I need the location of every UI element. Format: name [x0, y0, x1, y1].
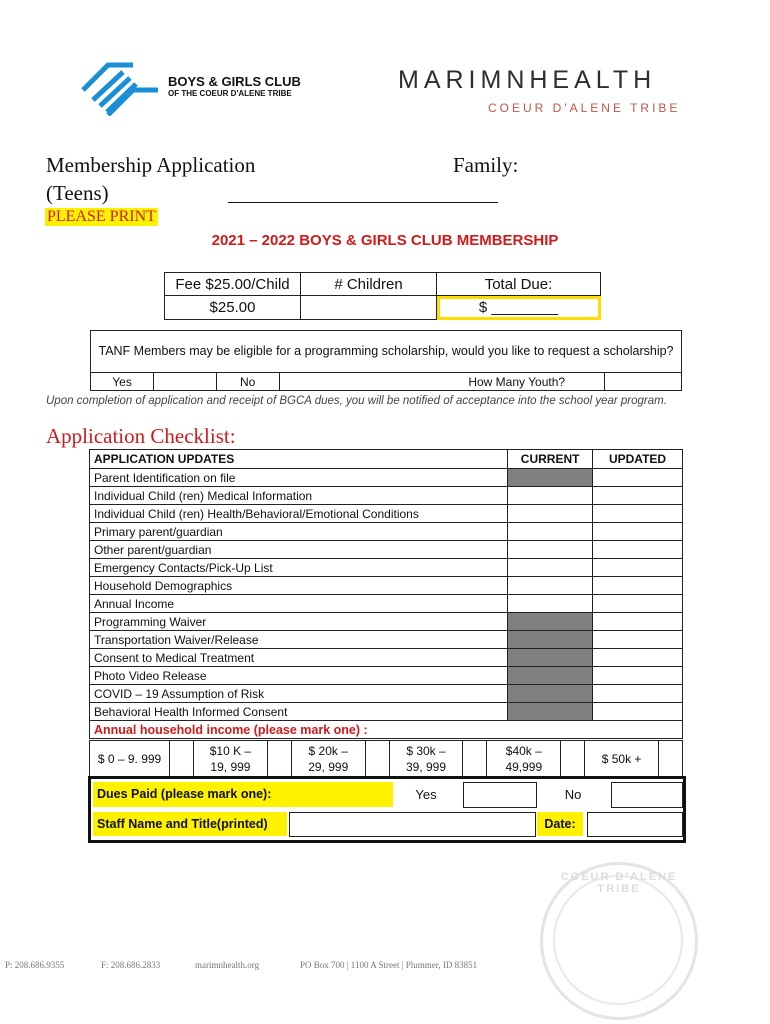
bgc-subname: OF THE COEUR D'ALENE TRIBE	[168, 89, 292, 98]
updated-box[interactable]	[593, 703, 683, 721]
tanf-yes-box[interactable]	[154, 373, 217, 391]
bgc-logo	[78, 60, 318, 116]
updated-box[interactable]	[593, 523, 683, 541]
income-box[interactable]	[659, 741, 683, 777]
handshake-logo-icon	[78, 60, 163, 116]
date-field[interactable]	[587, 812, 683, 837]
current-box[interactable]	[508, 577, 593, 595]
page-title: Membership Application	[46, 153, 256, 177]
footer-phone: P: 208.686.9355	[5, 960, 65, 970]
seal-text: COEUR D'ALENE TRIBE	[560, 871, 678, 895]
staff-name-field[interactable]	[289, 812, 536, 837]
dues-paid-label: Dues Paid (please mark one):	[93, 782, 393, 807]
checklist-table	[89, 449, 683, 739]
income-table	[89, 740, 683, 777]
dues-no-box[interactable]	[611, 782, 683, 808]
checklist-item: Transportation Waiver/Release	[90, 631, 508, 649]
income-10k-line1: $10 K –	[209, 743, 252, 758]
current-box[interactable]	[508, 595, 593, 613]
current-box	[508, 667, 593, 685]
updated-box[interactable]	[593, 487, 683, 505]
checklist-heading: Application Checklist:	[46, 424, 236, 448]
marimn-subname: COEUR D'ALENE TRIBE	[488, 101, 681, 115]
checklist-item: Consent to Medical Treatment	[90, 649, 508, 667]
updated-box[interactable]	[593, 631, 683, 649]
marimn-name: MARIMNHEALTH	[398, 66, 657, 94]
income-box[interactable]	[561, 741, 585, 777]
checklist-item: Annual Income	[90, 595, 508, 613]
tanf-how-many-label	[279, 373, 604, 391]
children-count-field[interactable]	[301, 296, 437, 320]
updated-box[interactable]	[593, 559, 683, 577]
updated-box[interactable]	[593, 541, 683, 559]
footer-fax: F: 208.686.2833	[101, 960, 161, 970]
updated-box[interactable]	[593, 649, 683, 667]
staff-name-label: Staff Name and Title(printed)	[93, 812, 287, 836]
tanf-question: TANF Members may be eligible for a programming scholarship, would you like to request a scholarship?	[91, 331, 682, 373]
checklist-item: Behavioral Health Informed Consent	[90, 703, 508, 721]
family-input-line[interactable]	[228, 202, 498, 203]
income-10k-line2: 19, 999	[210, 759, 251, 774]
income-heading: Annual household income (please mark one) :	[90, 721, 683, 739]
checklist-item: Programming Waiver	[90, 613, 508, 631]
current-box	[508, 703, 593, 721]
income-box[interactable]	[463, 741, 487, 777]
income-box[interactable]	[170, 741, 194, 777]
marimn-logo	[398, 66, 688, 122]
updated-box[interactable]	[593, 469, 683, 487]
tribe-seal	[540, 862, 698, 1020]
income-box[interactable]	[365, 741, 389, 777]
dues-no-label: No	[564, 787, 582, 802]
current-box[interactable]	[508, 541, 593, 559]
updated-box[interactable]	[593, 685, 683, 703]
updated-box[interactable]	[593, 505, 683, 523]
fee-table	[164, 272, 601, 320]
footer-website: marimnhealth.org	[195, 960, 260, 970]
col-current: CURRENT	[508, 450, 593, 469]
dues-yes-box[interactable]	[463, 782, 537, 808]
dues-yes-label: Yes	[415, 787, 437, 802]
updated-box[interactable]	[593, 667, 683, 685]
total-due-field[interactable]: $ ________	[437, 296, 601, 320]
col-application-updates: APPLICATION UPDATES	[90, 450, 508, 469]
checklist-item: Photo Video Release	[90, 667, 508, 685]
tanf-how-many-field[interactable]	[604, 373, 681, 391]
income-box[interactable]	[267, 741, 291, 777]
updated-box[interactable]	[593, 577, 683, 595]
col-updated: UPDATED	[593, 450, 683, 469]
income-40k-line1: $40k –	[505, 743, 542, 758]
membership-title: 2021 – 2022 BOYS & GIRLS CLUB MEMBERSHIP	[211, 232, 559, 249]
current-box[interactable]	[508, 559, 593, 577]
checklist-item: Emergency Contacts/Pick-Up List	[90, 559, 508, 577]
family-label: Family:	[453, 153, 519, 177]
current-box[interactable]	[508, 523, 593, 541]
fee-label: Fee $25.00/Child	[165, 273, 301, 296]
income-30k-line2: 39, 999	[405, 759, 447, 774]
tanf-yes-label: Yes	[91, 373, 154, 391]
checklist-item: COVID – 19 Assumption of Risk	[90, 685, 508, 703]
income-30k-line1: $ 30k –	[406, 743, 446, 758]
total-due-label: Total Due:	[437, 273, 601, 296]
income-option-50k: $ 50k +	[585, 741, 659, 777]
tanf-no-label: No	[216, 373, 279, 391]
fee-value: $25.00	[165, 296, 301, 320]
income-option-40k	[487, 741, 561, 777]
dues-box	[88, 776, 686, 843]
checklist-item: Primary parent/guardian	[90, 523, 508, 541]
date-label: Date:	[537, 812, 583, 836]
bgc-name: BOYS & GIRLS CLUB	[168, 74, 301, 89]
current-box	[508, 613, 593, 631]
checklist-item: Parent Identification on file	[90, 469, 508, 487]
current-box	[508, 685, 593, 703]
current-box[interactable]	[508, 487, 593, 505]
checklist-item: Individual Child (ren) Medical Information	[90, 487, 508, 505]
current-box	[508, 649, 593, 667]
checklist-item: Other parent/guardian	[90, 541, 508, 559]
income-option-30k	[389, 741, 463, 777]
children-label: # Children	[301, 273, 437, 296]
income-20k-line2: 29, 999	[308, 759, 349, 774]
income-20k-line1: $ 20k –	[308, 743, 348, 758]
income-option-0-9999: $ 0 – 9. 999	[90, 741, 170, 777]
footer-address: PO Box 700 | 1100 A Street | Plummer, ID 83851	[300, 960, 478, 970]
page-subtitle: (Teens)	[46, 181, 109, 205]
checklist-item: Individual Child (ren) Health/Behavioral/Emotional Conditions	[90, 505, 508, 523]
current-box	[508, 469, 593, 487]
checklist-item: Household Demographics	[90, 577, 508, 595]
income-40k-line2: 49,999	[505, 759, 543, 774]
income-option-10k	[194, 741, 268, 777]
updated-box[interactable]	[593, 613, 683, 631]
tanf-table	[90, 330, 682, 391]
current-box	[508, 631, 593, 649]
please-print-note: PLEASE PRINT	[47, 208, 156, 225]
acceptance-notice: Upon completion of application and receipt of BGCA dues, you will be notified of acceptance into the school year program.	[46, 395, 667, 407]
income-option-20k	[291, 741, 365, 777]
current-box[interactable]	[508, 505, 593, 523]
updated-box[interactable]	[593, 595, 683, 613]
how-many-text: How Many Youth?	[468, 374, 566, 389]
